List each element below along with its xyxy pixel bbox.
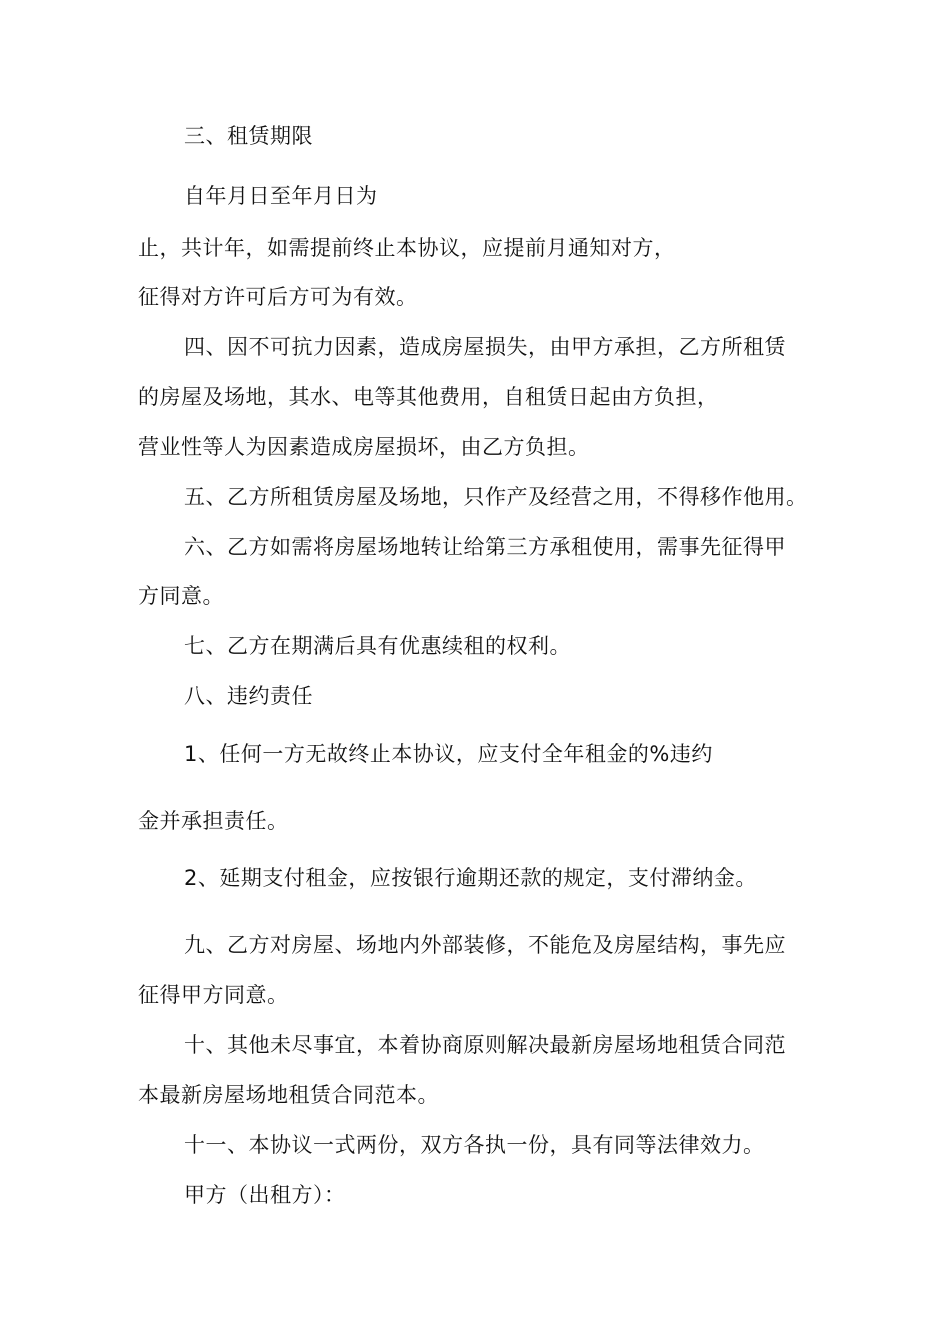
paragraph-line: 的房屋及场地，其水、电等其他费用，自租赁日起由方负担， [138, 385, 719, 409]
paragraph-line: 征得甲方同意。 [138, 983, 289, 1007]
paragraph-line: 金并承担责任。 [138, 809, 289, 833]
paragraph-line: 方同意。 [138, 584, 224, 608]
paragraph-line: 五、乙方所租赁房屋及场地，只作产及经营之用，不得移作他用。 [184, 485, 808, 509]
section-heading-breach: 八、违约责任 [184, 684, 313, 708]
paragraph-line: 六、乙方如需将房屋场地转让给第三方承租使用，需事先征得甲 [184, 535, 786, 559]
paragraph-line: 2、延期支付租金，应按银行逾期还款的规定，支付滞纳金。 [184, 866, 757, 890]
paragraph-line: 营业性等人为因素造成房屋损坏，由乙方负担。 [138, 435, 590, 459]
paragraph-line: 1、任何一方无故终止本协议，应支付全年租金的%违约 [184, 742, 713, 766]
paragraph-line: 七、乙方在期满后具有优惠续租的权利。 [184, 634, 571, 658]
section-heading-lease-term: 三、租赁期限 [184, 124, 313, 148]
signature-label-lessor: 甲方（出租方）： [184, 1183, 346, 1207]
paragraph-line: 十一、本协议一式两份，双方各执一份，具有同等法律效力。 [184, 1133, 765, 1157]
paragraph-line: 止，共计年，如需提前终止本协议，应提前月通知对方， [138, 236, 676, 260]
paragraph-line: 九、乙方对房屋、场地内外部装修，不能危及房屋结构，事先应 [184, 933, 786, 957]
paragraph-line: 征得对方许可后方可为有效。 [138, 285, 418, 309]
paragraph-line: 自年月日至年月日为 [184, 184, 378, 208]
paragraph-line: 本最新房屋场地租赁合同范本。 [138, 1083, 439, 1107]
paragraph-line: 四、因不可抗力因素，造成房屋损失，由甲方承担，乙方所租赁 [184, 335, 786, 359]
paragraph-line: 十、其他未尽事宜，本着协商原则解决最新房屋场地租赁合同范 [184, 1033, 786, 1057]
